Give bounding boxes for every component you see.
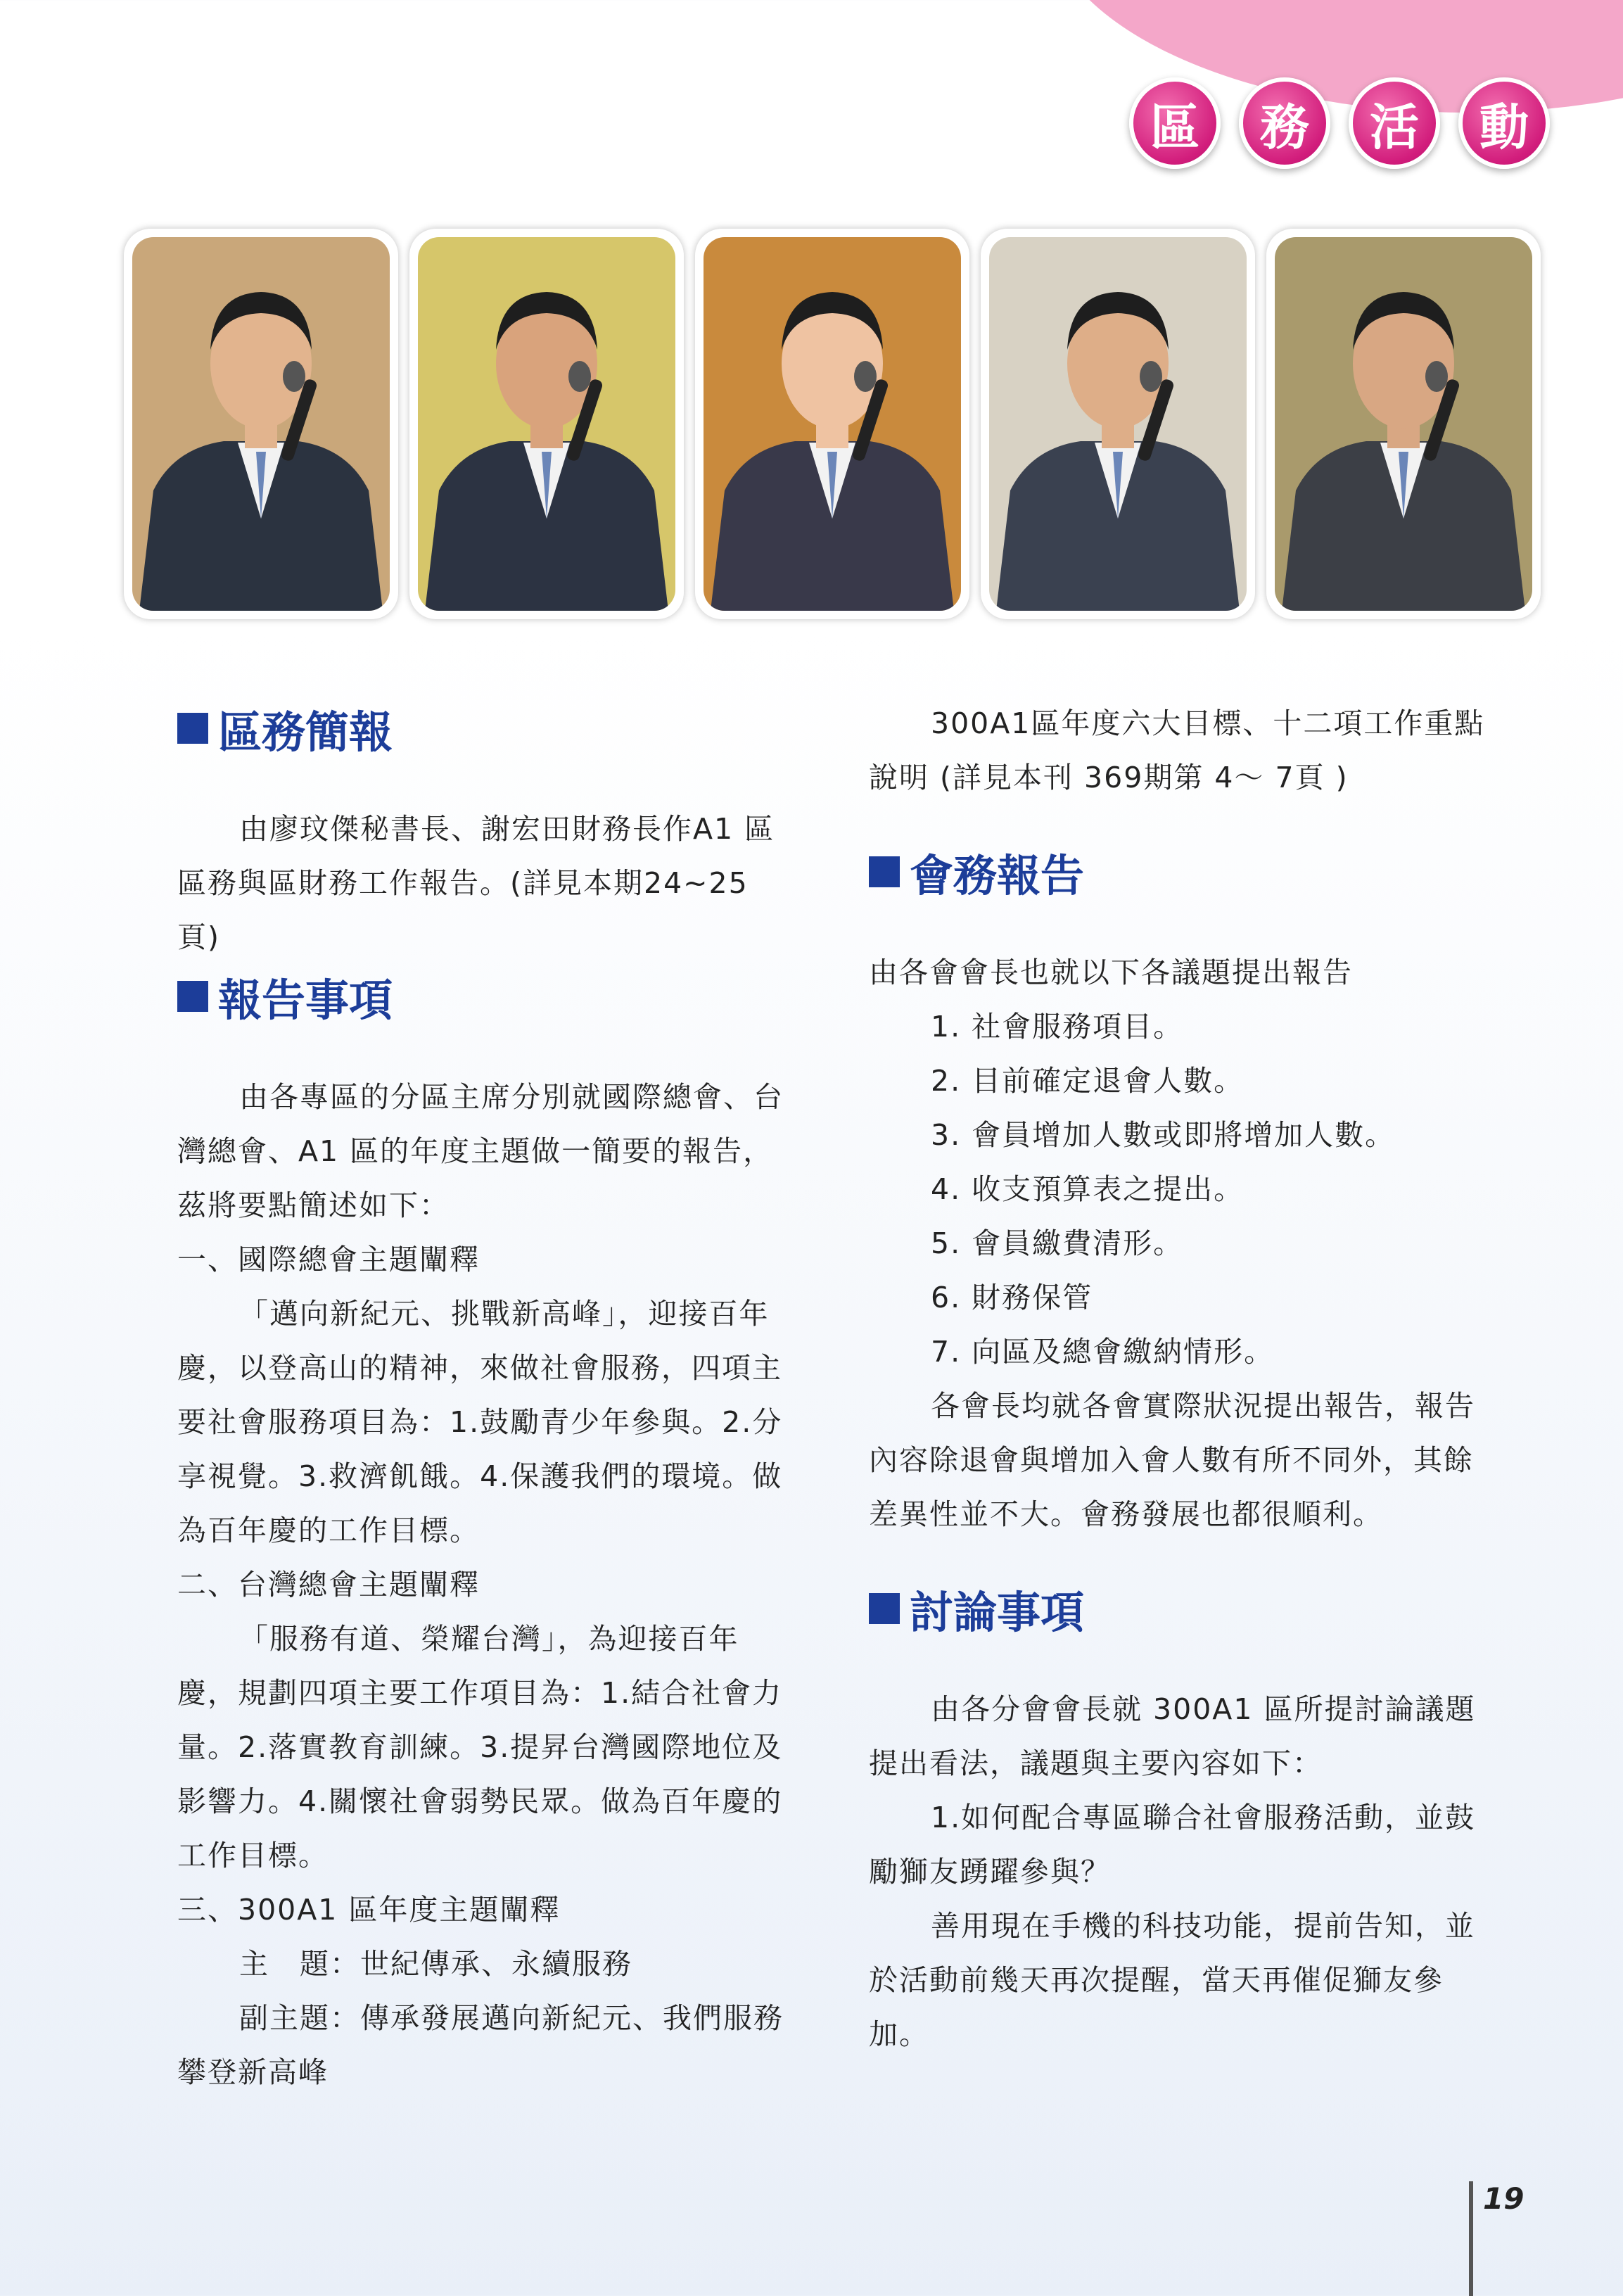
speaker-photo xyxy=(1266,229,1541,619)
section-heading: 區務簡報 xyxy=(177,697,796,760)
subheading: 三、300A1 區年度主題闡釋 xyxy=(177,1893,561,1927)
square-bullet-icon xyxy=(869,1593,900,1624)
subtheme-line: 副主題：傳承發展邁向新紀元、我們服務攀登新高峰 xyxy=(177,2001,784,2089)
list-item: 3. 會員增加人數或即將增加人數。 xyxy=(931,1118,1396,1152)
speaker-photo xyxy=(981,229,1255,619)
section-tag-char: 務 xyxy=(1239,77,1330,169)
speaker-photo xyxy=(695,229,969,619)
portrait-image xyxy=(989,237,1247,611)
list-item: 7. 向區及總會繳納情形。 xyxy=(931,1335,1275,1369)
right-column xyxy=(869,697,1488,2062)
paragraph: 由各分會會長就 300A1 區所提討論議題提出看法，議題與主要內容如下： xyxy=(869,1692,1476,1780)
section-tag-char: 區 xyxy=(1129,77,1221,169)
paragraph: 「邁向新紀元、挑戰新高峰」，迎接百年慶，以登高山的精神，來做社會服務，四項主要社會服務項目為：1.鼓勵青少年參與。2.分享視覺。3.救濟飢餓。4.保護我們的環境。做為百年慶的工作目標。 xyxy=(177,1297,783,1547)
speaker-photo xyxy=(124,229,398,619)
square-bullet-icon xyxy=(177,713,208,744)
paragraph: 300A1區年度六大目標、十二項工作重點說明 (詳見本刊 369期第 4～ 7頁 ) xyxy=(869,706,1485,794)
paragraph: 善用現在手機的科技功能，提前告知，並於活動前幾天再次提醒，當天再催促獅友參加。 xyxy=(869,1909,1475,2051)
square-bullet-icon xyxy=(177,981,208,1012)
list-item: 5. 會員繳費清形。 xyxy=(931,1226,1184,1260)
section-tag-char: 動 xyxy=(1458,77,1550,169)
page-number-rule xyxy=(1469,2181,1473,2296)
photo-strip xyxy=(124,229,1524,619)
theme-line: 主 題：世紀傳承、永續服務 xyxy=(239,1947,632,1981)
subheading: 一、國際總會主題闡釋 xyxy=(177,1243,480,1276)
portrait-image xyxy=(1275,237,1532,611)
square-bullet-icon xyxy=(869,856,900,887)
list-item: 4. 收支預算表之提出。 xyxy=(931,1172,1245,1206)
paragraph: 「服務有道、榮耀台灣」，為迎接百年慶，規劃四項主要工作項目為：1.結合社會力量。2.落實教育訓練。3.提昇台灣國際地位及影響力。4.關懷社會弱勢民眾。做為百年慶的工作目標。 xyxy=(177,1622,783,1872)
section-tag-char: 活 xyxy=(1349,77,1440,169)
paragraph: 由廖玟傑秘書長、謝宏田財務長作A1 區區務與區財務工作報告。(詳見本期24~25 頁) xyxy=(177,812,775,954)
paragraph: 由各會會長也就以下各議題提出報告 xyxy=(869,956,1353,989)
left-column xyxy=(177,697,796,2100)
portrait-image xyxy=(132,237,390,611)
section-heading: 討論事項 xyxy=(869,1577,1488,1640)
list-item: 1. 社會服務項目。 xyxy=(931,1010,1184,1044)
paragraph: 由各專區的分區主席分別就國際總會、台灣總會、A1 區的年度主題做一簡要的報告，茲將要點簡述如下： xyxy=(177,1080,784,1222)
paragraph: 各會長均就各會實際狀況提出報告，報告內容除退會與增加入會人數有所不同外，其餘差異性並不大。會務發展也都很順利。 xyxy=(869,1389,1475,1531)
paragraph: 1.如何配合專區聯合社會服務活動，並鼓勵獅友踴躍參與？ xyxy=(869,1801,1476,1889)
section-tag xyxy=(1129,77,1550,169)
portrait-image xyxy=(704,237,961,611)
list-item: 2. 目前確定退會人數。 xyxy=(931,1064,1245,1098)
subheading: 二、台灣總會主題闡釋 xyxy=(177,1568,480,1602)
page-number: 19 xyxy=(1483,2181,1525,2216)
portrait-image xyxy=(418,237,675,611)
speaker-photo xyxy=(409,229,684,619)
section-heading: 報告事項 xyxy=(177,965,796,1028)
list-item: 6. 財務保管 xyxy=(931,1281,1093,1314)
section-heading: 會務報告 xyxy=(869,840,1488,903)
